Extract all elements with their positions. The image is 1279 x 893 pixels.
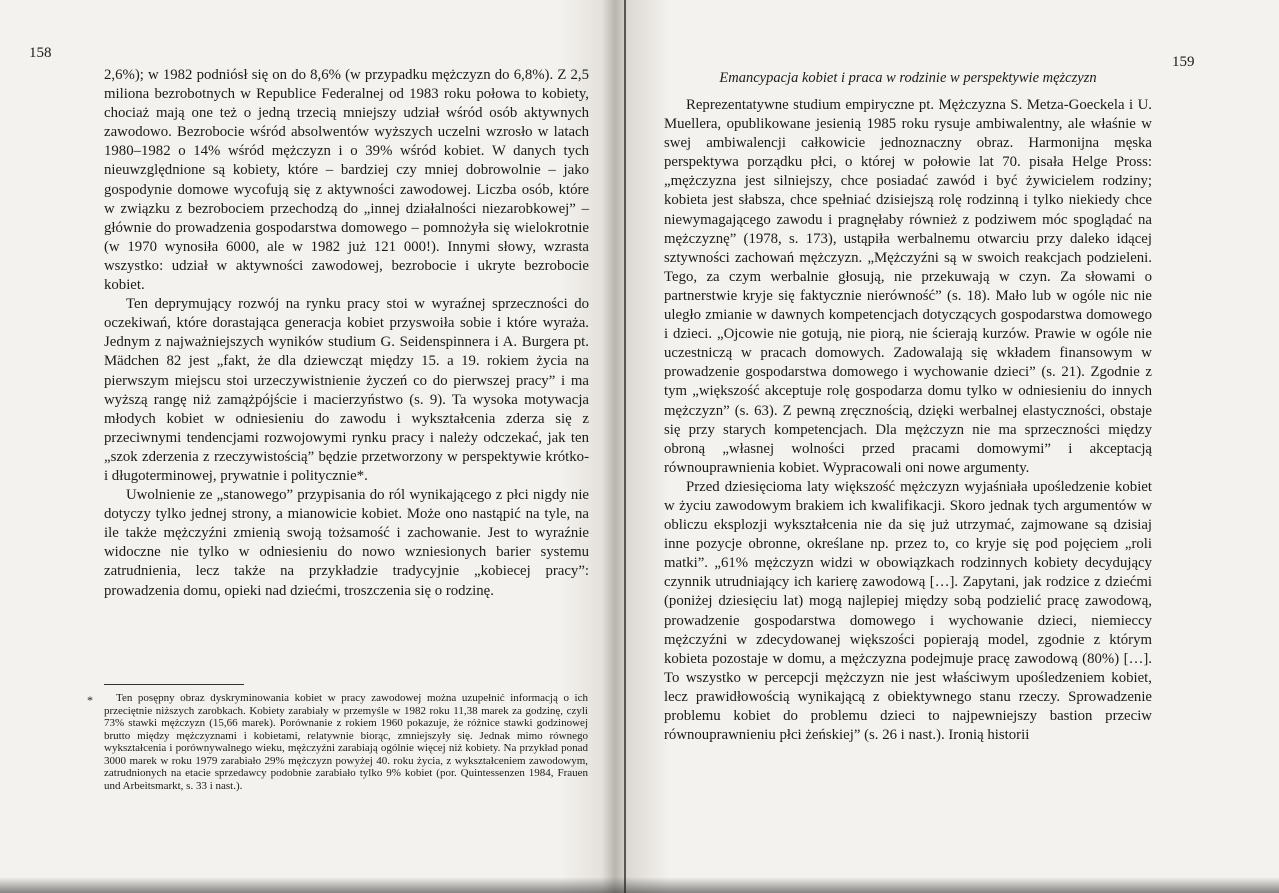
footnote [87,692,588,792]
footnote-marker: * [87,693,93,707]
left-paragraph-1: 2,6%); w 1982 podniósł się on do 8,6% (w przypadku mężczyzn do 6,8%). Z 2,5 miliona bezrobotnych w Republice Federalnej od 1983 roku połowa to kobiety, chociaż mają one też o jedną trzecią mniejszy udział wśród osób aktywnych zawodowo. Bezrobocie wśród absolwentów wyższych uczelni wzrosło w latach 1980–1982 o 14% wśród mężczyzn i o 39% wśród kobiet. W danych tych nieuwzględnione są kobiety, które – bardziej czy mniej dobrowolnie – jako gospodynie domowe wycofują się z aktywności zawodowej. Liczba osób, które w związku z bezrobociem przechodzą do „innej działalności niezarobkowej” – głównie do prowadzenia gospodarstwa domowego – pomnożyła się wielokrotnie (w 1970 wynosiła 6000, ale w 1982 już 121 000!). Innymi słowy, wzrasta wszystko: udział w aktywności zawodowej, bezrobocie i ukryte bezrobocie kobiet. [104,67,589,294]
left-page-body [104,66,589,601]
left-paragraph-3: Uwolnienie ze „stanowego” przypisania do ról wynikającego z płci nigdy nie dotyczy tylko jednej strony, a mianowicie kobiet. Może ono nastąpić na tyle, na ile także mężczyźni zmienią swoją tożsamość i zachowanie. Jest to wyraźnie widoczne nie tylko w odniesieniu do nowo wzniesionych barier systemu zatrudnienia, lecz także na przykładzie tradycyjnie „kobiecej pracy”: prowadzenia domu, opieki nad dziećmi, troszczenia się o rodzinę. [104,487,589,599]
book-spine-line [624,0,626,893]
right-paragraph-2: Przed dziesięcioma laty większość mężczyzn wyjaśniała upośledzenie kobiet w życiu zawodowym brakiem ich kwalifikacji. Skoro jednak tych argumentów w obliczu eksplozji wykształcenia nie da się już utrzymać, zajmowane są dzisiaj inne pozycje obronne, określane np. przez to, co kryje się pod pojęciem „roli matki”. „61% mężczyzn widzi w obowiązkach rodzinnych kobiety decydujący czynnik utrudniający ich karierę zawodową […]. Zapytani, jak rodzice z dziećmi (poniżej dziesięciu lat) mogą najlepiej między sobą podzielić pracę zawodową, prowadzenie gospodarstwa domowego i wychowanie dzieci, niemieccy mężczyźni w zdecydowanej większości popierają model, zgodnie z którym kobieta pozostaje w domu, a mężczyzna podejmuje pracę zawodową (80%) […]. To wszystko w percepcji mężczyzn nie jest właściwym upośledzeniem kobiet, lecz prawidłowością wynikającą z obiektywnego stanu rzeczy. Sprowadzenie problemu kobiet do problemu dzieci to najpewniejszy bastion przeciw równouprawnieniu płci żeńskiej” (s. 26 i nast.). Ironią historii [664,478,1152,744]
footnote-text: Ten posępny obraz dyskryminowania kobiet w pracy zawodowej można uzupełnić informacją o ich przeciętnie niższych zarobkach. Kobiety zarabiały w przemyśle w 1982 roku 11,38 marek za godzinę, czyli 73% stawki mężczyzn (15,66 marek). Porównanie z rokiem 1960 pokazuje, że różnice stawki godzinowej brutto między mężczyznami i kobietami, relatywnie biorąc, zmniejszyły się. Jednak mimo równego wykształcenia i porównywalnego wieku, mężczyźni zarabiają ogólnie więcej niż kobiety. Na przykład ponad 3000 marek w roku 1979 zarabiało 29% mężczyzn powyżej 40. roku życia, z wykształceniem zawodowym, zatrudnionych na etacie sprzedawcy podobnie zarabiało tylko 9% kobiet (por. Quintessenzen 1984, Frauen und Arbeitsmarkt, s. 33 i nast.). [104,692,588,792]
left-page-number: 158 [29,45,52,61]
scan-bottom-shadow [0,877,1279,893]
running-head: Emancypacja kobiet i praca w rodzinie w perspektywie mężczyzn [719,70,1097,86]
footnote-divider [104,684,244,685]
right-page-number: 159 [1172,54,1195,70]
right-page-body [664,96,1152,745]
left-paragraph-2: Ten deprymujący rozwój na rynku pracy stoi w wyraźnej sprzeczności do oczekiwań, które dorastająca generacja kobiet przyswoiła sobie i które wyraża. Jednym z najważniejszych wyników studium G. Seidenspinnera i A. Burgera pt. Mädchen 82 jest „fakt, że dla dziewcząt między 15. a 19. rokiem życia na pierwszym miejscu stoi urzeczywistnienie życzeń co do pierwszej pracy” i ma wyższą rangę niż zamążpójście i macierzyństwo (s. 9). Ta wysoka motywacja młodych kobiet w odniesieniu do zawodu i wykształcenia zderza się z przeciwnymi tendencjami rozwojowymi rynku pracy i należy odczekać, jak ten „szok zderzenia z rzeczywistością” będzie przetworzony w perspektywie krótko- i długoterminowej, prywatnie i politycznie*. [104,296,589,484]
right-paragraph-1: Reprezentatywne studium empiryczne pt. Mężczyzna S. Metza-Goeckela i U. Muellera, opublikowane jesienią 1985 roku rysuje ambiwalentny, ale właśnie w swej ambiwalencji całkowicie jednoznaczny obraz. Harmonijna męska perspektywa porządku płci, o której w połowie lat 70. pisała Helge Pross: „mężczyzna jest silniejszy, chce posiadać zawód i być żywicielem rodziny; kobieta jest słabsza, chce spełniać dzisiejszą rolę rodzinną i tylko niekiedy chce niewymagającego zawodu i pragnęłaby również z podziwem móc spoglądać na mężczyznę” (1978, s. 173), ustąpiła werbalnemu otwarciu przy daleko idącej sztywności zachowań mężczyzn. „Mężczyźni są w swoich reakcjach podzieleni. Tego, za czym werbalnie głosują, nie przekuwają w czyn. Za słowami o partnerstwie kryje się faktycznie nierówność” (s. 18). Mało lub w ogóle nic nie uległo zmianie w dawnych kompetencjach dotyczących gospodarstwa domowego i dzieci. „Ojcowie nie gotują, nie piorą, nie ścierają kurzów. Prawie w ogóle nie uczestniczą w pracach domowych. Zadowalają się wkładem finansowym w prowadzenie gospodarstwa domowego i wychowanie dzieci” (s. 21). Zgodnie z tym „większość akceptuje rolę gospodarza domu tylko w odniesieniu do innych mężczyzn” (s. 63). Z pewną zręcznością, dzięki werbalnej elastyczności, obstaje się przy starych kompetencjach. Dla mężczyzn nie ma sprzeczności między obroną „własnej wolności przed pracami domowymi” i akceptacją równouprawnienia kobiet. Wypracowali oni nowe argumenty. [664,97,1152,476]
